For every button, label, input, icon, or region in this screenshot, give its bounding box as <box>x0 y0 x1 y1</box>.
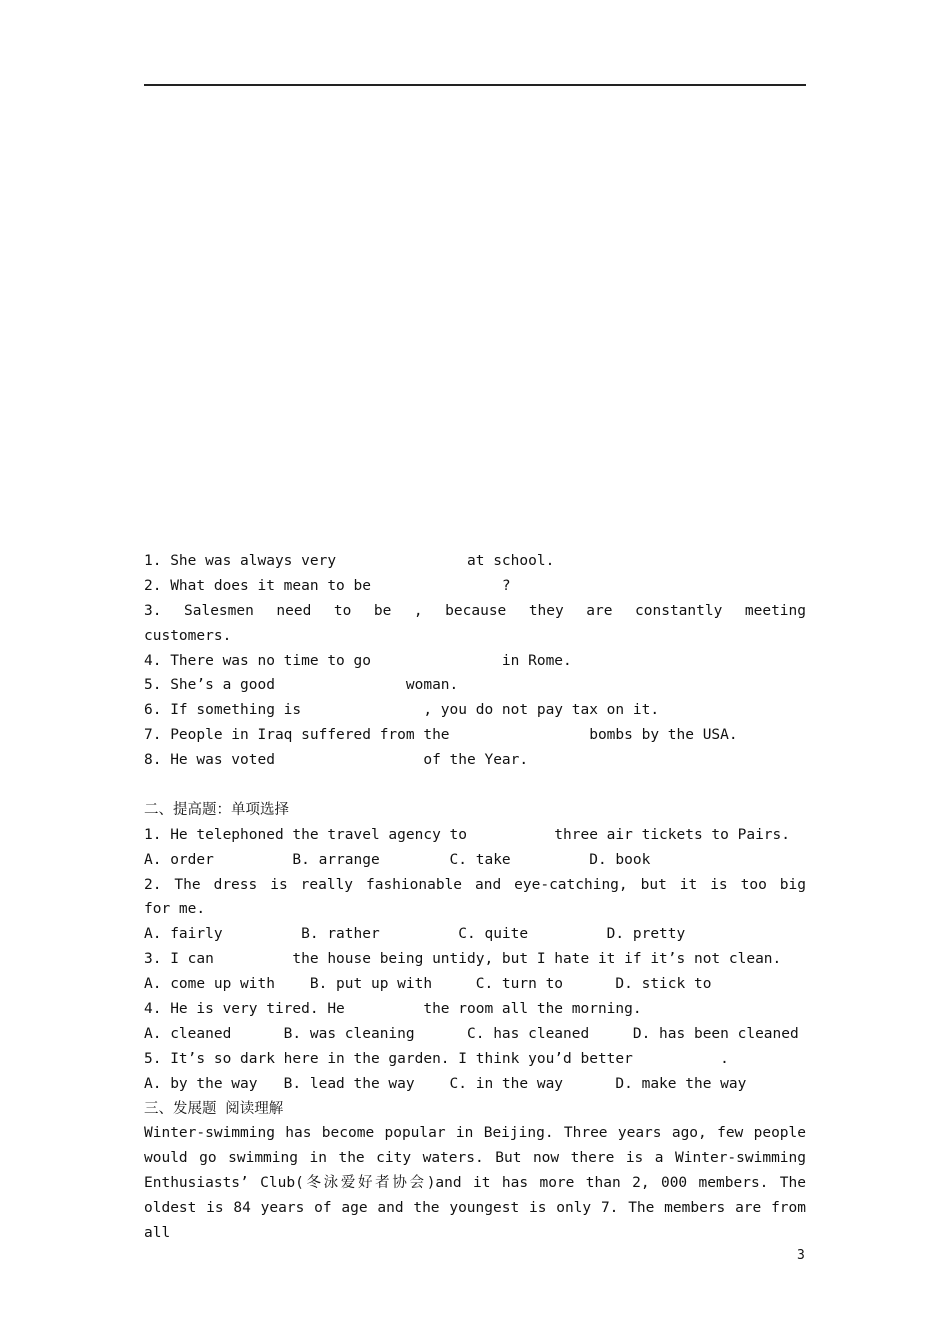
vocab-item-2: 2. What does it mean to be ? <box>144 577 511 594</box>
page-number: 3 <box>797 1248 805 1263</box>
vocab-item-1: 1. She was always very at school. <box>144 553 555 569</box>
reading-line-1: Winter-swimming has become popular in Beijing. Three years ago, few people <box>144 1125 806 1142</box>
vocab-item-7: 7. People in Iraq suffered from the bombs by the USA. <box>144 727 738 744</box>
section-heading-reading: 三、发展题 阅读理解 <box>144 1100 284 1117</box>
question-2-options: A. fairly B. rather C. quite D. pretty <box>144 926 686 943</box>
question-1: 1. He telephoned the travel agency to three air tickets to Pairs. <box>144 826 791 843</box>
reading-line-3: Enthusiasts’ Club(冬泳爱好者协会)and it has more than 2, 000 members. The <box>144 1175 806 1192</box>
vocab-item-3: 3. Salesmen need to be , because they are constantly meeting <box>144 602 806 619</box>
question-3-options: A. come up with B. put up with C. turn to D. stick to <box>144 976 712 993</box>
question-1-options: A. order B. arrange C. take D. book <box>144 851 651 868</box>
header-rule <box>144 84 806 86</box>
spacer <box>144 773 806 798</box>
question-3: 3. I can the house being untidy, but I hate it if it’s not clean. <box>144 951 782 968</box>
question-5-options: A. by the way B. lead the way C. in the way D. make the way <box>144 1075 747 1092</box>
reading-section <box>144 1097 806 1242</box>
vocab-item-8: 8. He was voted of the Year. <box>144 752 529 769</box>
question-4: 4. He is very tired. He the room all the morning. <box>144 1001 642 1018</box>
document-body <box>144 549 806 1242</box>
reading-line-2: would go swimming in the city waters. But now there is a Winter-swimming <box>144 1150 806 1167</box>
vocab-item-6: 6. If something is , you do not pay tax on it. <box>144 702 660 719</box>
question-2: 2. The dress is really fashionable and eye-catching, but it is too big <box>144 876 806 893</box>
multiple-choice-section <box>144 798 806 1097</box>
reading-line-4: oldest is 84 years of age and the youngest is only 7. The members are from all <box>144 1200 806 1242</box>
vocab-item-4: 4. There was no time to go in Rome. <box>144 652 572 669</box>
section-heading-multiple-choice: 二、提高题：单项选择 <box>144 801 289 818</box>
vocab-item-3-cont: customers. <box>144 627 232 644</box>
vocab-item-5: 5. She’s a good woman. <box>144 677 459 694</box>
question-5: 5. It’s so dark here in the garden. I think you’d better . <box>144 1050 729 1067</box>
vocab-fill-in-section <box>144 549 806 773</box>
question-4-options: A. cleaned B. was cleaning C. has cleaned D. has been cleaned <box>144 1025 799 1042</box>
question-2-cont: for me. <box>144 901 206 918</box>
